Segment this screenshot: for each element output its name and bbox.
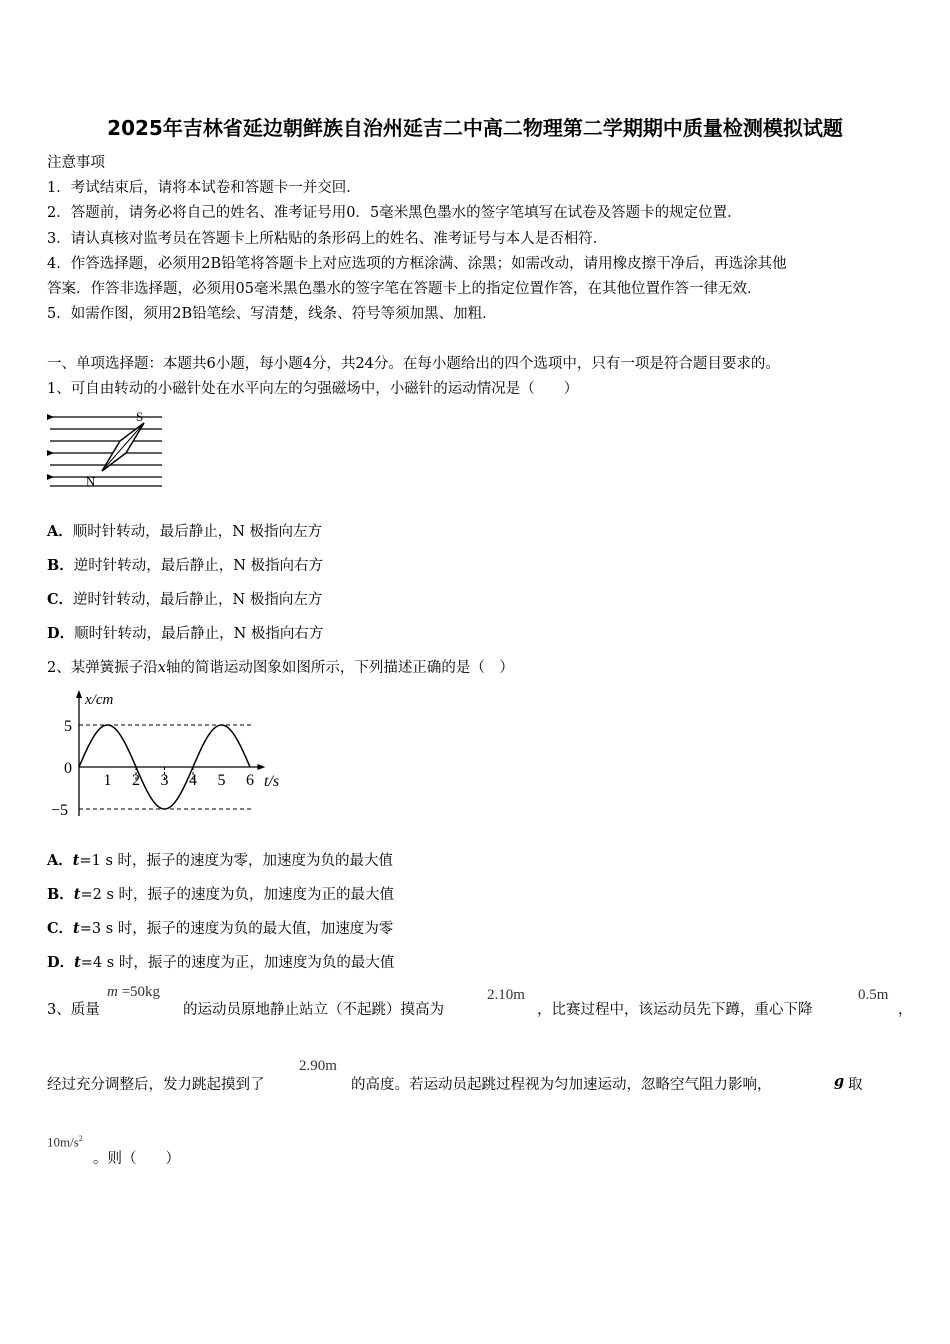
question-1-stem: 1、可自由转动的小磁针处在水平向左的匀强磁场中，小磁针的运动情况是（ ） bbox=[47, 381, 579, 397]
jump-height-value: 2.90m bbox=[299, 1058, 337, 1074]
question-3-prefix: 3、质量 bbox=[47, 1002, 100, 1018]
option-d: D．t=4 s 时，振子的速度为正，加速度为负的最大值 bbox=[47, 954, 395, 971]
page-title: 2025年吉林省延边朝鲜族自治州延吉二中高二物理第二学期期中质量检测模拟试题 bbox=[107, 116, 843, 140]
y-axis-arrow-icon bbox=[76, 690, 82, 698]
option-c: C．逆时针转动，最后静止，N 极指向左方 bbox=[47, 591, 323, 608]
y-tick-label: 5 bbox=[64, 718, 72, 735]
x-tick-label: 1 bbox=[103, 772, 112, 789]
question-3-text: ，比赛过程中，该运动员先下蹲，重心下降 bbox=[537, 1002, 813, 1018]
option-d: D．顺时针转动，最后静止，N 极指向右方 bbox=[47, 625, 324, 642]
g-value: $10m/s^2$ bbox=[47, 1134, 83, 1150]
arrow-left-icon bbox=[47, 474, 54, 480]
notice-item: 3．请认真核对监考员在答题卡上所粘贴的条形码上的姓名、准考证号与本人是否相符． bbox=[47, 231, 608, 247]
option-b: B．逆时针转动，最后静止，N 极指向右方 bbox=[47, 557, 324, 574]
option-a: A．顺时针转动，最后静止，N 极指向左方 bbox=[47, 523, 323, 540]
y-tick-label: 0 bbox=[64, 760, 72, 777]
question-2-stem: 2、某弹簧振子沿x轴的简谐运动图象如图所示，下列描述正确的是（ ） bbox=[47, 660, 514, 676]
drop-value: 0.5m bbox=[858, 987, 889, 1003]
x-tick-label: 6 bbox=[246, 772, 254, 789]
notice-heading: 注意事项 bbox=[47, 155, 105, 171]
x-tick-label: 5 bbox=[217, 772, 226, 789]
notice-item: 4．作答选择题，必须用2B铅笔将答题卡上对应选项的方框涂满、涂黑；如需改动，请用橡皮擦干净后，再选涂其他 bbox=[47, 256, 787, 272]
south-pole-label: S bbox=[136, 409, 144, 424]
arrow-left-icon bbox=[47, 450, 54, 456]
height-value: 2.10m bbox=[487, 987, 525, 1003]
arrow-left-icon bbox=[47, 414, 54, 420]
option-c: C．t=3 s 时，振子的速度为负的最大值，加速度为零 bbox=[47, 920, 394, 937]
mass-formula: m =50kg bbox=[107, 984, 161, 1000]
x-tick-label: 3 bbox=[160, 772, 169, 789]
option-b: B．t=2 s 时，振子的速度为负，加速度为正的最大值 bbox=[47, 886, 395, 903]
y-tick-label: −5 bbox=[51, 802, 69, 819]
question-3-text: 取 bbox=[848, 1077, 863, 1093]
notice-item: 1．考试结束后，请将本试卷和答题卡一并交回． bbox=[47, 180, 361, 196]
x-tick-label: 2 bbox=[132, 772, 140, 789]
notice-item: 答案．作答非选择题，必须用05毫米黑色墨水的签字笔在答题卡上的指定位置作答，在其他位置作答一律无效． bbox=[47, 281, 762, 297]
question-3-text: 的运动员原地静止站立（不起跳）摸高为 bbox=[183, 1002, 444, 1018]
north-pole-label: N bbox=[86, 474, 96, 489]
x-tick-label: 4 bbox=[189, 772, 197, 789]
comma: ， bbox=[898, 1002, 913, 1018]
option-a: A．t=1 s 时，振子的速度为零，加速度为负的最大值 bbox=[47, 852, 394, 869]
x-axis-arrow-icon bbox=[257, 764, 265, 770]
question-3-ending: 。则（ ） bbox=[93, 1151, 180, 1167]
y-axis-label: x/cm bbox=[85, 692, 114, 708]
compass-figure bbox=[44, 405, 166, 495]
needle-axis bbox=[102, 423, 144, 471]
question-3-text: 经过充分调整后，发力跳起摸到了 bbox=[47, 1077, 265, 1093]
shm-chart bbox=[44, 684, 294, 829]
notice-item: 5．如需作图，须用2B铅笔绘、写清楚，线条、符号等须加黑、加粗． bbox=[47, 306, 497, 322]
x-axis-label: t/s bbox=[264, 773, 280, 790]
section-heading: 一、单项选择题：本题共6小题，每小题4分，共24分。在每小题给出的四个选项中，只有一项是符合题目要求的。 bbox=[47, 356, 780, 372]
notice-item: 2．答题前，请务必将自己的姓名、准考证号用0．5毫米黑色墨水的签字笔填写在试卷及答题卡的规定位置． bbox=[47, 205, 742, 221]
g-symbol: g bbox=[834, 1073, 845, 1090]
question-3-text: 的高度。若运动员起跳过程视为匀加速运动，忽略空气阻力影响， bbox=[351, 1077, 772, 1093]
